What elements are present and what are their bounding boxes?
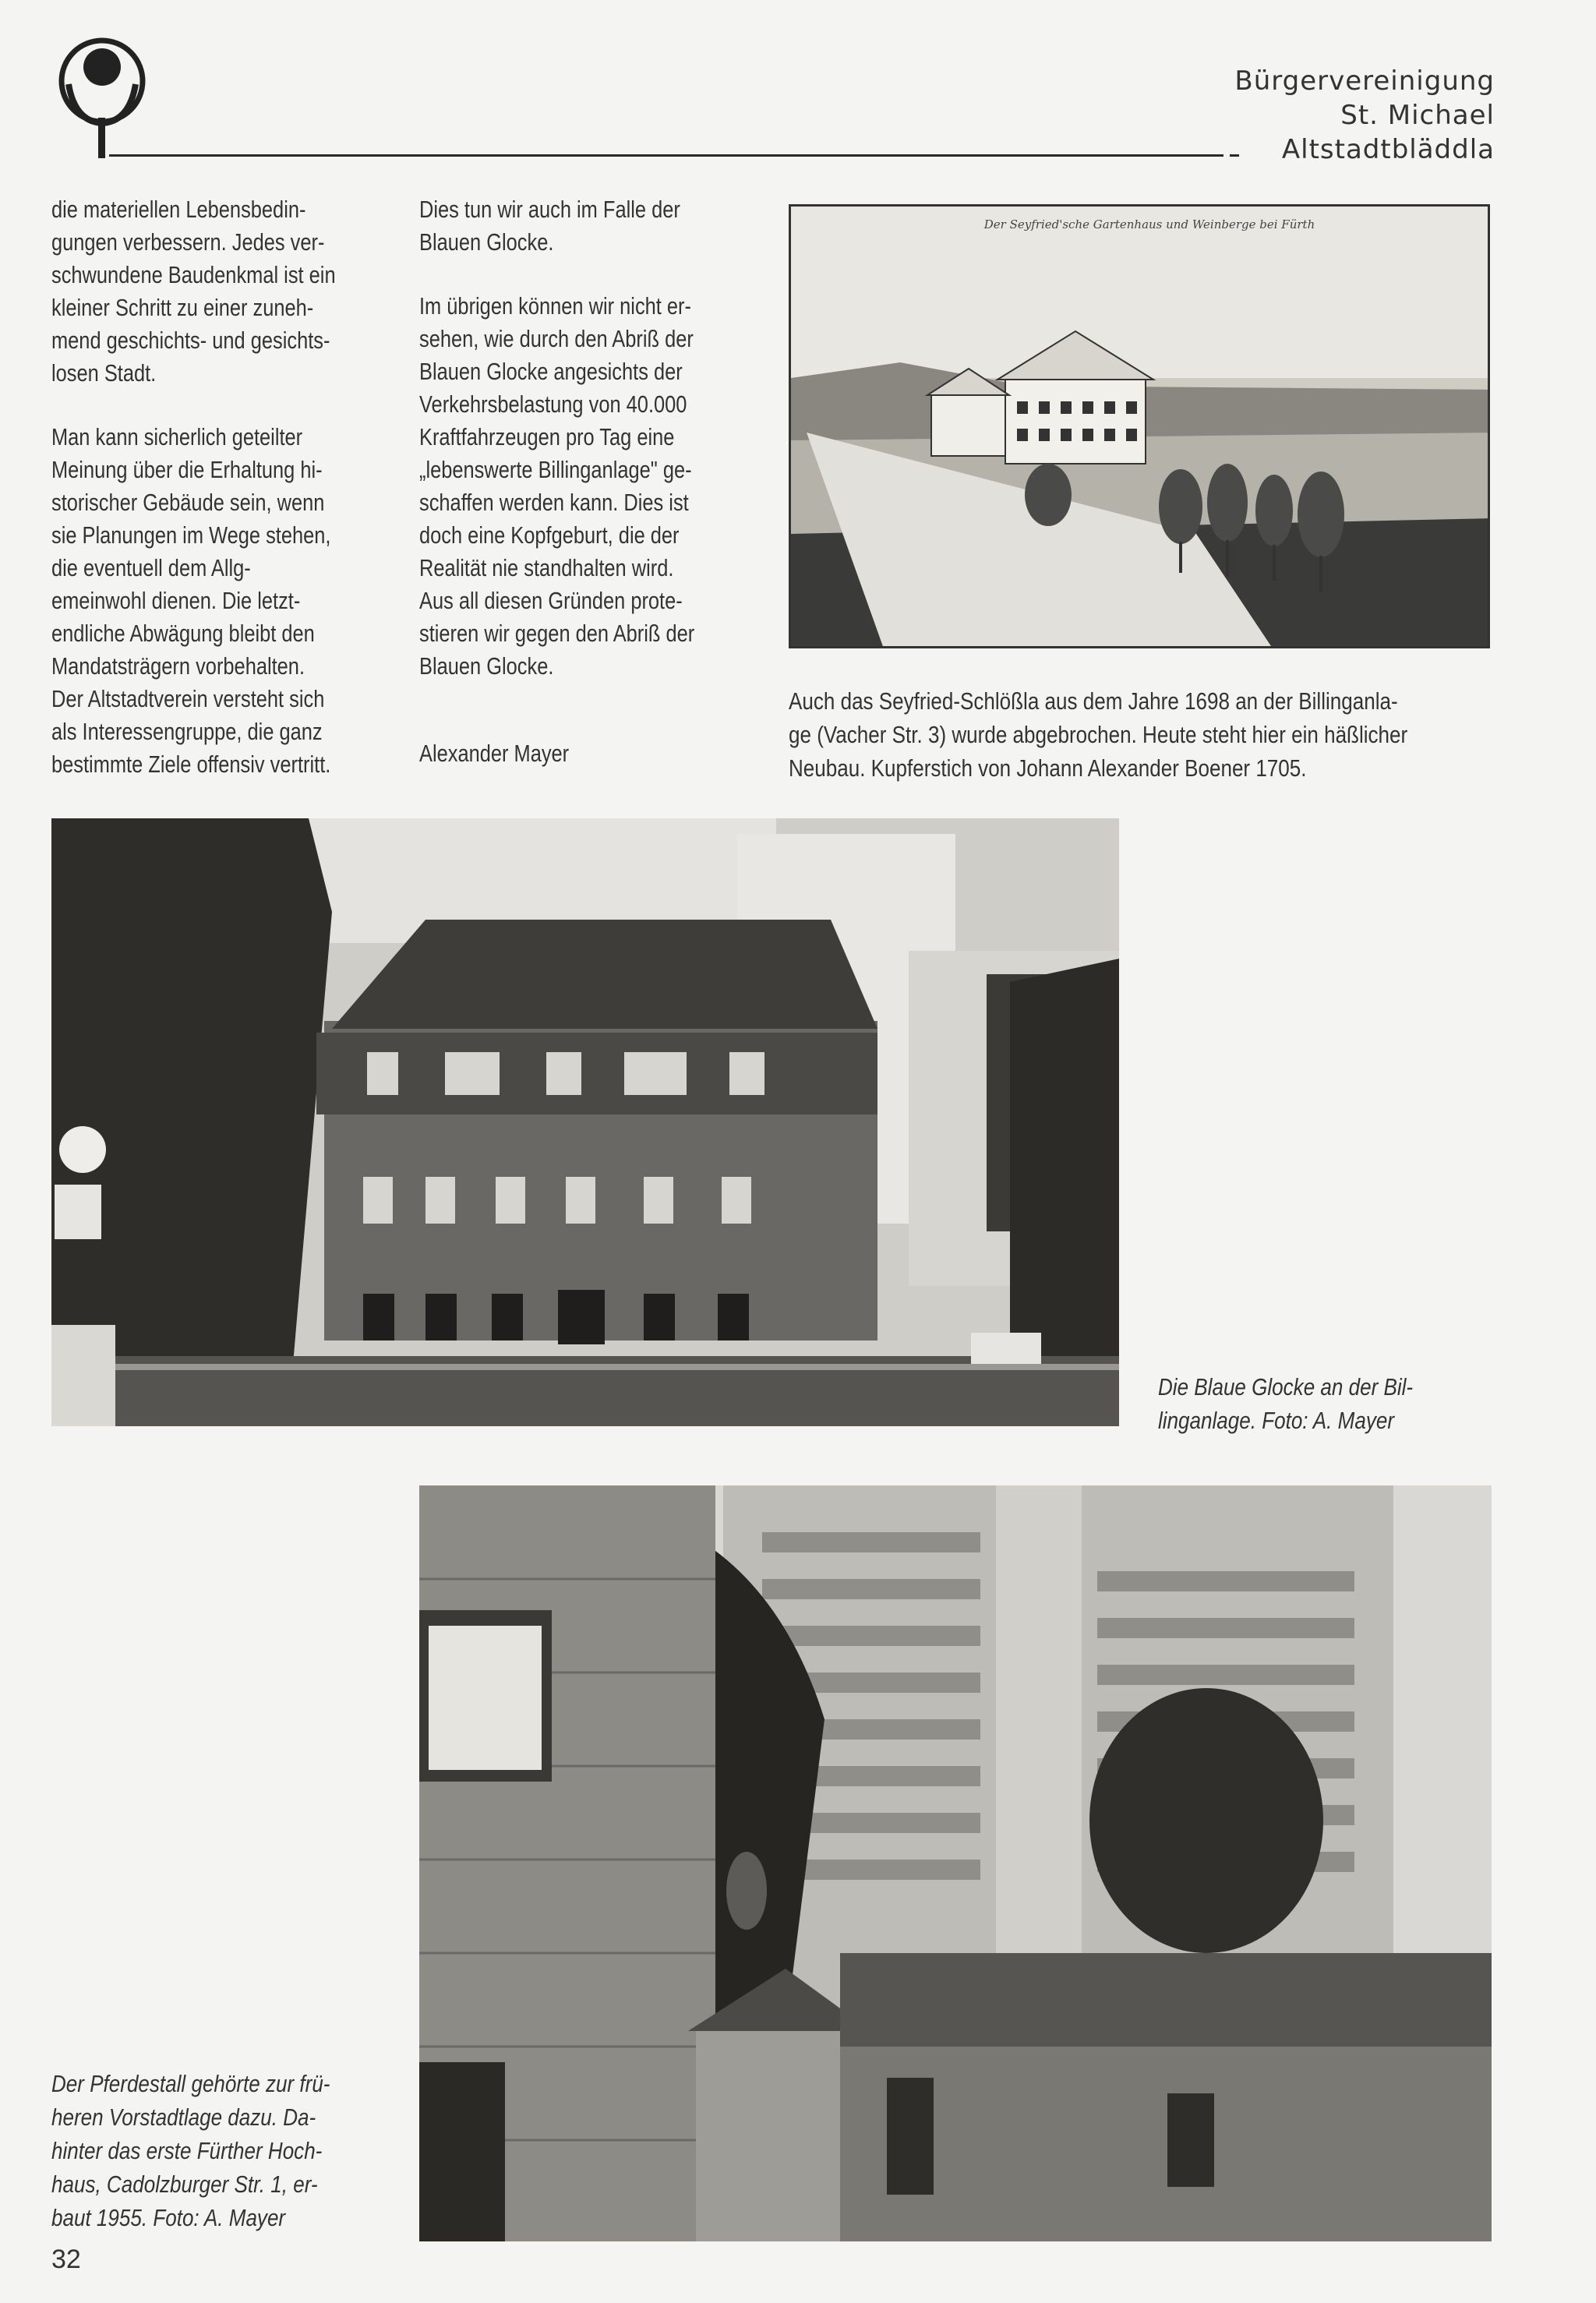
engraving-inscription: Der Seyfried'sche Gartenhaus und Weinberge bei Fürth	[983, 217, 1315, 231]
article-paragraph: die materiellen Lebensbedin- gungen verbessern. Jedes ver- schwundene Baudenkmal ist ein kleiner Schritt zu einer zuneh- mend geschichts- und gesichts- losen Stadt.	[51, 196, 336, 387]
header-org-line3: Altstadtbläddla	[1281, 134, 1495, 165]
article-column-2	[419, 193, 751, 801]
engraving-caption: Auch das Seyfried-Schlößla aus dem Jahre 1698 an der Billinganla- ge (Vacher Str. 3) wurde abgebrochen. Heute steht hier ein häßlicher Neubau. Kupferstich von Johann Alexander Boener 1705.	[789, 687, 1408, 782]
article-column-1	[51, 193, 383, 812]
engraving-image	[789, 204, 1490, 648]
page-number: 32	[51, 2245, 81, 2274]
article-paragraph: Man kann sicherlich geteilter Meinung über die Erhaltung hi- storischer Gebäude sein, wenn sie Planungen im Wege stehen, die eventuell dem Allg- emeinwohl dienen. Die letzt- endliche Abwägung bleibt den Mandatsträgern vorbehalten. Der Altstadtverein versteht sich als Interessengruppe, die ganz bestimmte Ziele offensiv vertritt.	[51, 423, 331, 778]
logo	[51, 36, 153, 161]
header-org-line1: Bürgervereinigung	[1234, 65, 1495, 97]
photo-blaue-glocke-caption: Die Blaue Glocke an der Bil- linganlage. Foto: A. Mayer	[1158, 1373, 1414, 1434]
article-paragraph: Im übrigen können wir nicht er- sehen, wie durch den Abriß der Blauen Glocke angesichts der Verkehrsbelastung von 40.000 Kraftfahrzeugen pro Tag eine „lebenswerte Billinganlage" ge- schaffen werden kann. Dies ist doch eine Kopfgeburt, die der Realität nie standhalten wird. Aus all diesen Gründen prote- stieren wir gegen den Abriß der Blauen Glocke.	[419, 292, 695, 680]
article-paragraph: Dies tun wir auch im Falle der Blauen Glocke.	[419, 196, 680, 256]
publication-header	[1234, 64, 1495, 167]
photo-pferdestall	[419, 1485, 1492, 2241]
header-rule-end	[1230, 154, 1239, 157]
header-org-line2: St. Michael	[1340, 100, 1495, 131]
photo-blaue-glocke	[51, 818, 1119, 1426]
article-author: Alexander Mayer	[419, 740, 570, 767]
photo-pferdestall-caption: Der Pferdestall gehörte zur frü- heren Vorstadtlage dazu. Da- hinter das erste Fürther Hoch- haus, Cadolzburger Str. 1, er- baut 1955. Foto: A. Mayer	[51, 2070, 330, 2231]
header-rule	[109, 154, 1223, 157]
